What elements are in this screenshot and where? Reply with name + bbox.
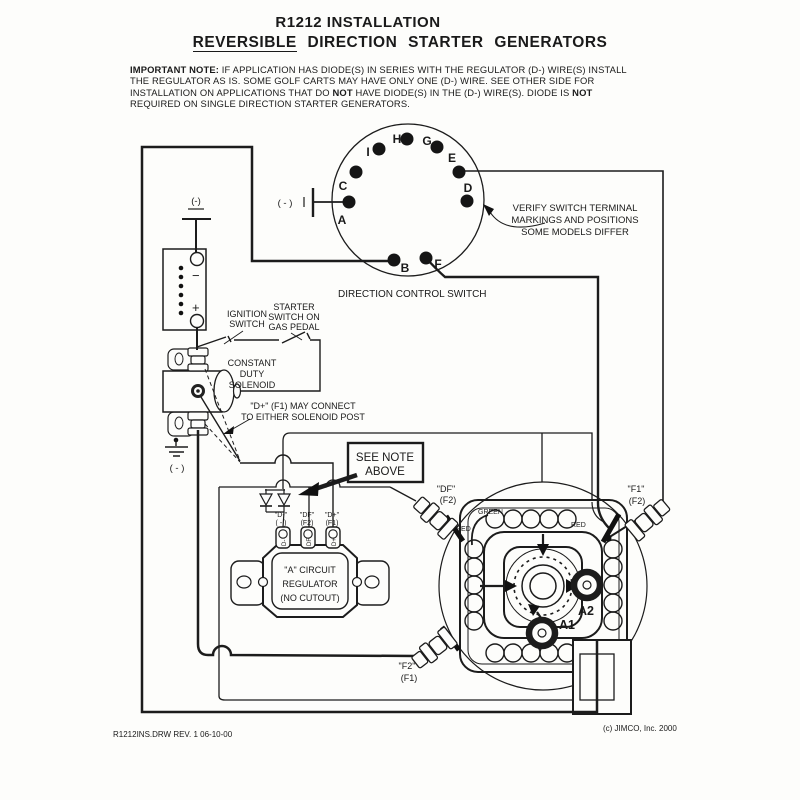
dplus-note-line2: TO EITHER SOLENOID POST xyxy=(241,412,365,422)
starter-label-line1: STARTER xyxy=(273,302,315,312)
see-note-line2: ABOVE xyxy=(365,466,405,478)
label-leader-lines xyxy=(224,331,302,344)
ignition-label-line1: IGNITION xyxy=(227,309,267,319)
terminal-sub-dplus: (F1) xyxy=(325,520,339,527)
terminal-name-dplus: "D+" xyxy=(324,512,340,519)
ignition-label-line2: SWITCH xyxy=(229,319,265,329)
f2-bolt-label: "F2" xyxy=(398,661,416,671)
terminal-label-i: I xyxy=(366,145,370,159)
terminal-label-a: A xyxy=(337,213,347,227)
ground-top-label: (-) xyxy=(191,196,201,207)
diode-left xyxy=(260,494,272,505)
regulator-text-line1: "A" CIRCUIT xyxy=(284,565,336,575)
solenoid-ground-label: ( - ) xyxy=(169,463,185,474)
battery-ground-symbol xyxy=(182,196,211,219)
verify-switch-note xyxy=(483,203,639,238)
stud-marking-dminus: D- xyxy=(282,539,288,546)
screw-right-icon xyxy=(353,578,362,587)
drawing-number: R1212INS.DRW REV. 1 06-10-00 xyxy=(113,730,233,739)
terminal-dot-f xyxy=(420,252,433,265)
terminal-dot-d xyxy=(461,195,474,208)
terminal-label-f: F xyxy=(434,257,442,271)
terminal-dot-i xyxy=(373,143,386,156)
starter-label-line3: GAS PEDAL xyxy=(268,322,320,332)
a2-stud xyxy=(574,572,600,598)
terminal-dot-h xyxy=(401,133,414,146)
regulator-studs xyxy=(276,527,340,548)
terminal-dot-a xyxy=(343,196,356,209)
terminal-label-c: C xyxy=(338,179,348,193)
see-note-arrowhead xyxy=(298,482,319,496)
f1-bolt-label: "F1" xyxy=(627,484,645,494)
terminal-sub-dminus: ( - ) xyxy=(275,520,287,527)
generator-mount-bracket xyxy=(573,640,631,714)
screw-left-icon xyxy=(259,578,268,587)
terminal-dot-g xyxy=(431,141,444,154)
verify-note-arrowhead xyxy=(483,204,494,216)
solenoid-label-line2: DUTY xyxy=(239,369,265,379)
title-underlined-word: REVERSIBLE xyxy=(192,34,297,51)
regulator-text-line3: (NO CUTOUT) xyxy=(280,593,340,603)
verify-note-line3: SOME MODELS DIFFER xyxy=(521,227,629,238)
terminal-label-d: D xyxy=(463,181,473,195)
battery-minus: − xyxy=(192,268,200,283)
solenoid-ground-symbol xyxy=(165,438,188,456)
stud-marking-df: DF xyxy=(307,538,313,546)
dplus-note xyxy=(223,401,365,434)
terminal-name-dminus: "D-" xyxy=(274,512,288,519)
title-rest: DIRECTION STARTER GENERATORS xyxy=(296,34,608,51)
verify-note-line1: VERIFY SWITCH TERMINAL xyxy=(512,203,638,214)
verify-note-line2: MARKINGS AND POSITIONS xyxy=(511,215,639,226)
df-bolt-sublabel: (F2) xyxy=(439,495,457,505)
mount-hole-right xyxy=(365,576,379,588)
diode-right xyxy=(278,494,290,505)
regulator-text-line2: REGULATOR xyxy=(282,579,338,589)
terminal-dot-e xyxy=(453,166,466,179)
page-title-line1: R1212 INSTALLATION xyxy=(275,14,441,31)
starter-label-line2: SWITCH ON xyxy=(268,312,320,322)
dplus-note-line1: "D+" (F1) MAY CONNECT xyxy=(250,401,356,411)
see-note-box xyxy=(298,443,423,496)
battery-plus: + xyxy=(192,300,200,315)
terminal-label-b: B xyxy=(400,261,410,275)
green-wire-label: GREEN xyxy=(478,509,503,516)
a-circuit-regulator xyxy=(231,512,389,617)
solenoid-label-line3: SOLENOID xyxy=(228,380,276,390)
a1-stud xyxy=(529,620,555,646)
terminal-name-df: "DF" xyxy=(299,512,315,519)
terminal-label-e: E xyxy=(447,151,457,165)
switch-labels xyxy=(224,302,320,344)
copyright: (c) JIMCO, Inc. 2000 xyxy=(603,724,677,733)
regulator-terminal-labels xyxy=(275,512,340,527)
dplus-note-arrowhead xyxy=(223,426,234,434)
f1-bolt-sublabel: (F2) xyxy=(628,496,646,506)
solenoid-top-post xyxy=(188,348,208,371)
f2-bolt-sublabel: (F1) xyxy=(400,673,418,683)
terminal-dot-c xyxy=(350,166,363,179)
df-bolt-label: "DF" xyxy=(436,484,456,494)
red-wire-label-left: RED xyxy=(456,526,471,533)
important-note: IMPORTANT NOTE: IF APPLICATION HAS DIODE(S) IN SERIES WITH THE REGULATOR (D-) WIRE(S) INSTALL THE REGULATOR AS IS. SOME GOLF CARTS MAY HAVE ONLY ONE (D-) WIRE. SEE OTHER SIDE FOR INSTALLATION ON APPLICATIONS THAT DO NOT HAVE DIODE(S) IN THE (D-) WIRE(S). DIODE IS NOT REQUIRED ON SINGLE DIRECTION STARTER GENERATORS. xyxy=(130,64,627,110)
battery xyxy=(163,249,206,330)
red-wire-label-right: RED xyxy=(571,522,586,529)
see-note-line1: SEE NOTE xyxy=(355,452,415,464)
switch-a-ground-label: ( - ) xyxy=(277,198,293,209)
terminal-label-h: H xyxy=(392,132,402,146)
direction-switch-label: DIRECTION CONTROL SWITCH xyxy=(338,289,487,300)
stud-marking-dplus: D+ xyxy=(332,538,338,546)
terminal-sub-df: (F2) xyxy=(300,520,314,527)
mount-hole-left xyxy=(237,576,251,588)
terminal-label-g: G xyxy=(422,134,432,148)
terminal-dot-b xyxy=(388,254,401,267)
solenoid-label-line1: CONSTANT xyxy=(227,358,277,368)
a2-label: A2 xyxy=(578,604,594,618)
a1-label: A1 xyxy=(559,618,575,632)
